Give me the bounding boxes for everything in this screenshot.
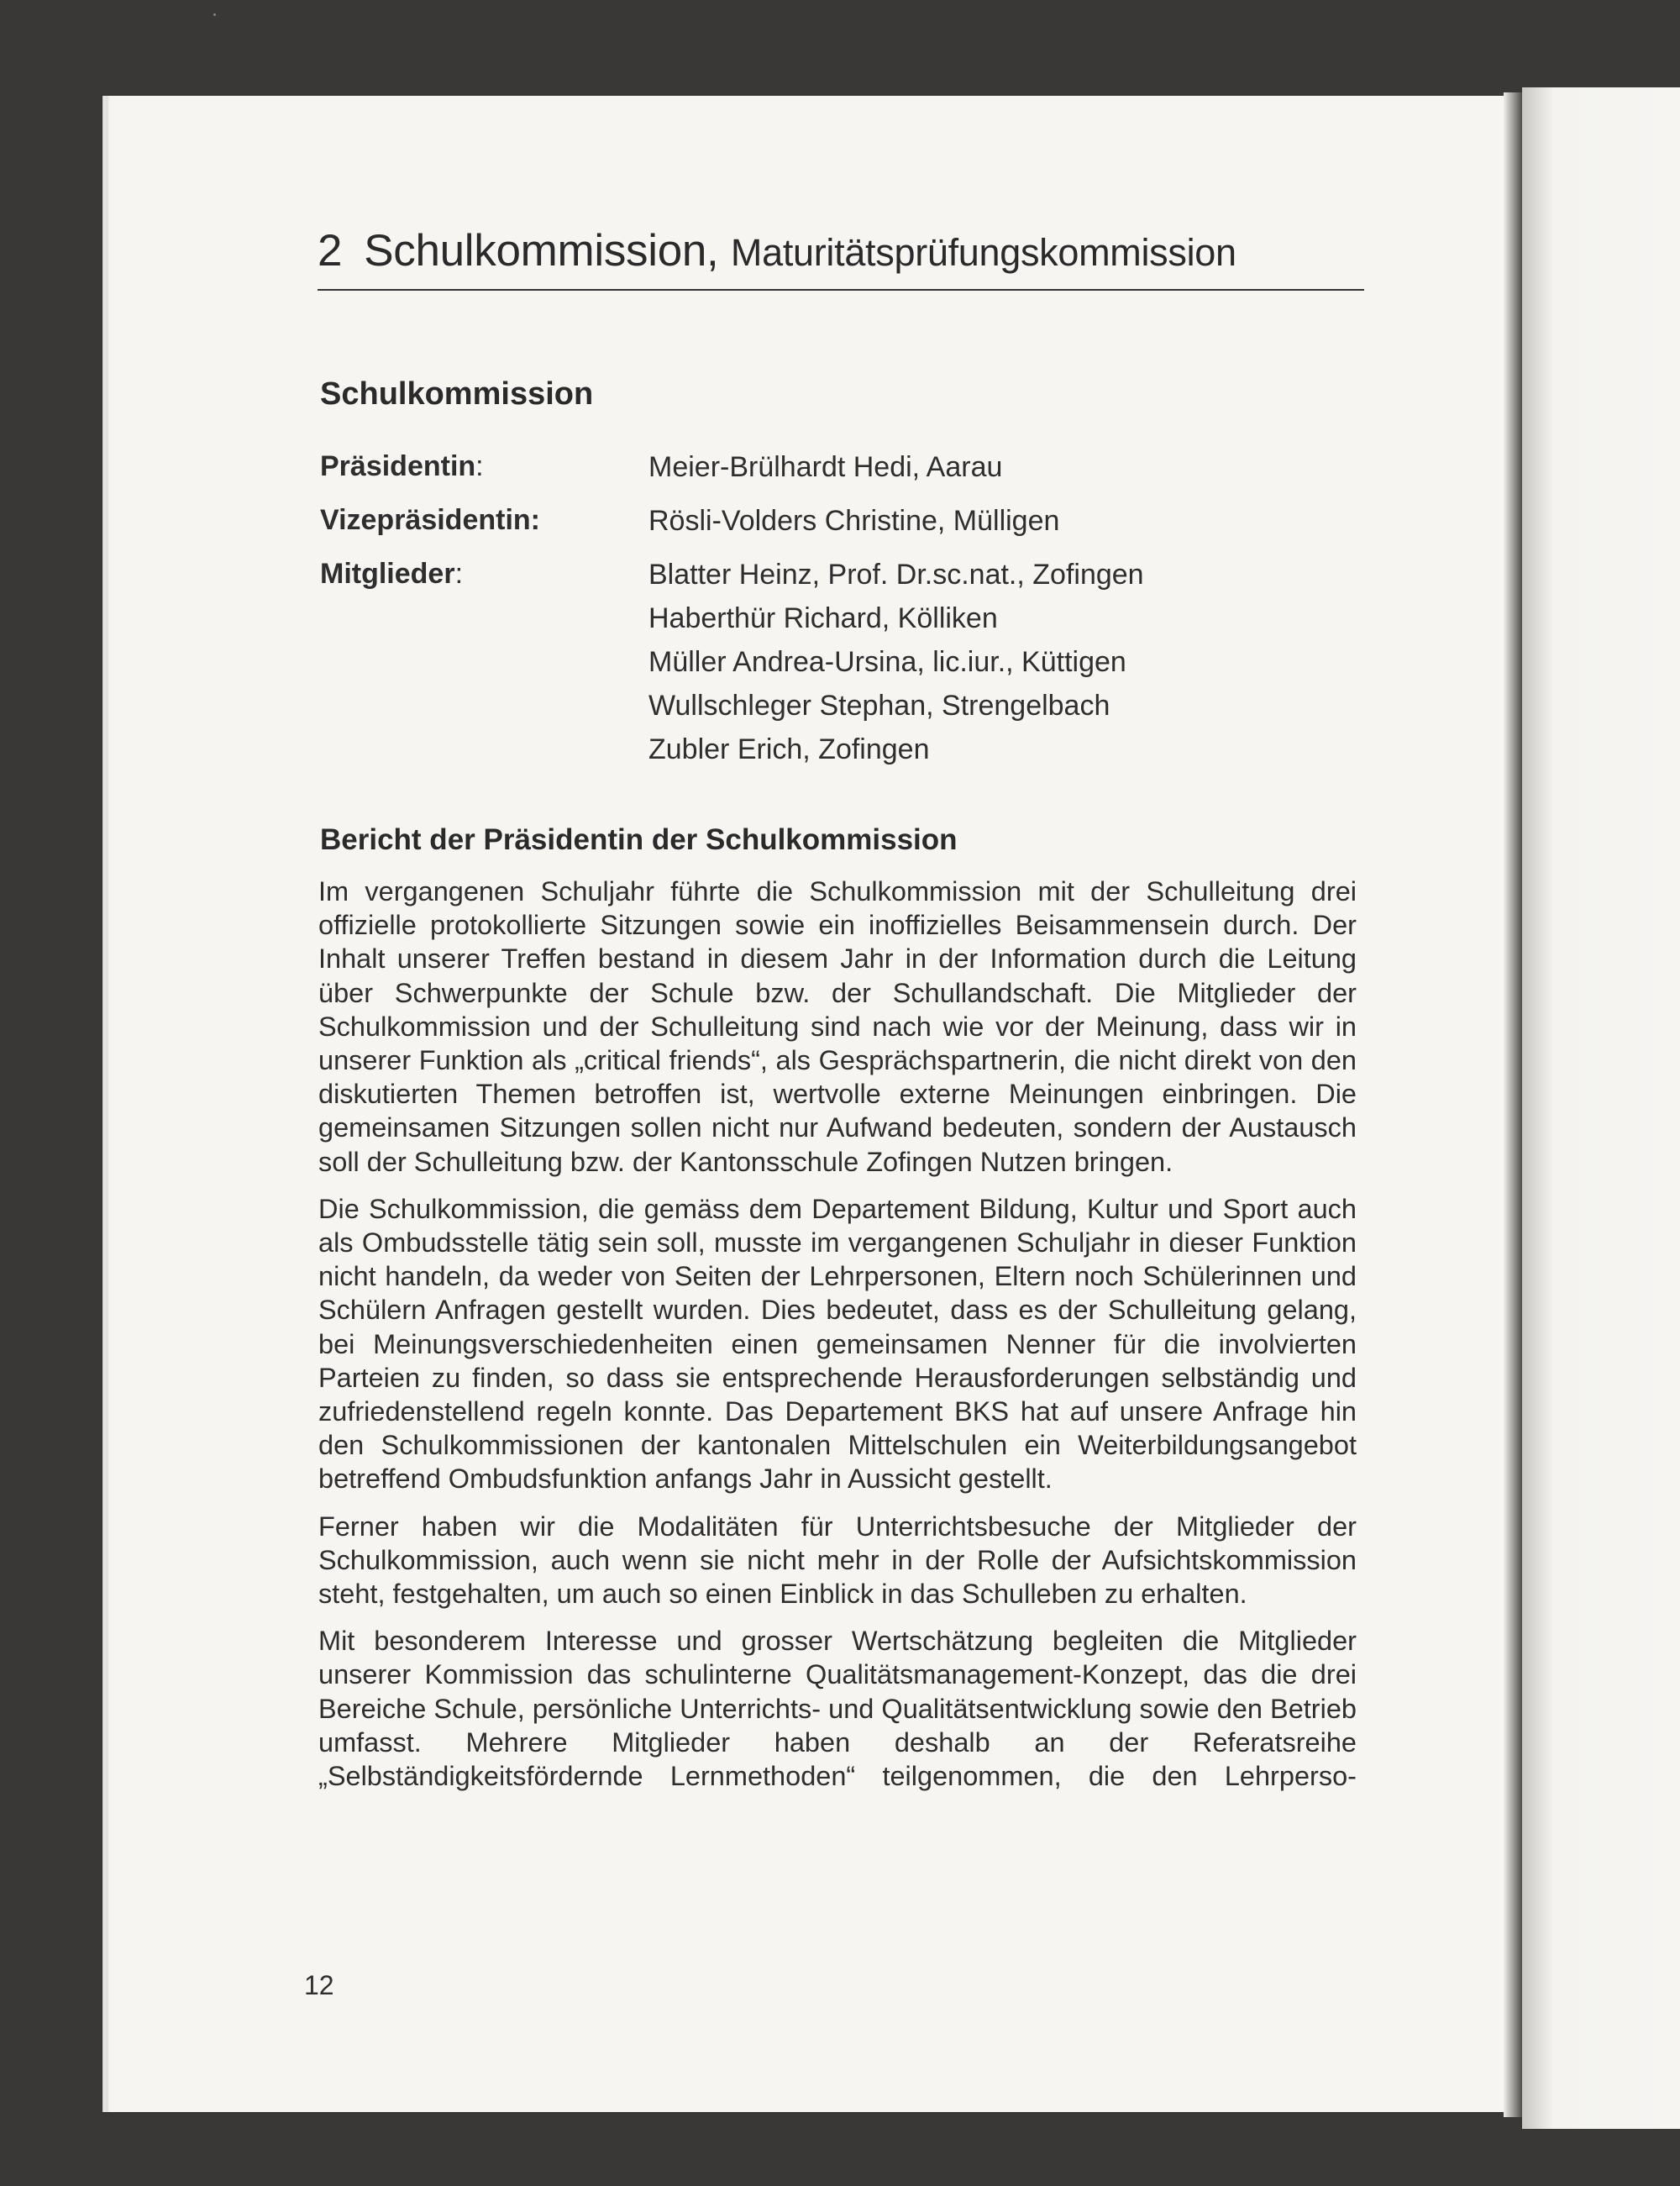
scan-dust	[213, 13, 216, 16]
roster-row-vice-president	[320, 499, 1362, 543]
report-paragraph: Ferner haben wir die Modalitäten für Unterrichtsbesuche der Mitglieder der Schulkommission, auch wenn sie nicht mehr in der Rolle der Aufsichtskommission steht, festgehalten, um auch so einen Einblick in das Schulleben zu erhalten.	[318, 1511, 1357, 1610]
roster-label-president	[320, 445, 648, 487]
roster-name: Zubler Erich, Zofingen	[648, 733, 930, 765]
chapter-title	[318, 225, 1393, 276]
report-heading: Bericht der Präsidentin der Schulkommission	[320, 823, 958, 856]
roster-name: Müller Andrea-Ursina, lic.iur., Küttigen	[648, 646, 1126, 678]
roster-label-members	[320, 553, 648, 595]
chapter-number: 2	[318, 226, 343, 276]
chapter-title-main: Schulkommission,	[364, 226, 719, 276]
roster-values-president	[648, 445, 1002, 489]
report-paragraph: Im vergangenen Schuljahr führte die Schulkommission mit der Schulleitung drei offizielle protokollierte Sitzungen sowie ein inoffizielles Beisammensein durch. Der Inhalt unserer Treffen bestand in diesem Jahr in der Information durch die Leitung über Schwerpunkte der Schule bzw. der Schullandschaft. Die Mitglieder der Schulkommission und der Schulleitung sind nach wie vor der Meinung, dass wir in unserer Funktion als „critical friends“, als Gesprächspartnerin, die nicht direkt von den diskutierten Themen betroffen ist, wertvolle externe Meinungen einbringen. Die gemeinsamen Sitzungen sollen nicht nur Aufwand bedeuten, sondern der Austausch soll der Schulleitung bzw. der Kantonsschule Zofingen Nutzen bringen.	[318, 876, 1357, 1177]
members-label-text: Mitglieder	[320, 558, 455, 590]
roster-row-members	[320, 553, 1362, 771]
roster-label-vice-president: Vizepräsidentin:	[320, 504, 540, 536]
roster-values-members	[648, 553, 1144, 771]
roster-name: Haberthür Richard, Kölliken	[648, 602, 998, 634]
report-paragraph: Die Schulkommission, die gemäss dem Departement Bildung, Kultur und Sport auch als Ombudsstelle tätig sein soll, musste im vergangenen Schuljahr in dieser Funktion nicht handeln, da weder von Seiten der Lehrpersonen, Eltern noch Schülerinnen und Schülern Anfragen gestellt wurden. Dies bedeutet, dass es der Schulleitung gelang, bei Meinungsverschiedenheiten einen gemeinsamen Nenner für die involvierten Parteien zu finden, so dass sie entsprechende Herausforderungen selbständig und zufriedenstellend regeln konnte. Das Departement BKS hat auf unsere Anfrage hin den Schulkommissionen der kantonalen Mittelschulen ein Weiterbildungsangebot betreffend Ombudsfunktion anfangs Jahr in Aussicht gestellt.	[318, 1193, 1357, 1495]
commission-roster	[320, 445, 1362, 781]
president-label-text: Präsidentin	[320, 450, 476, 482]
president-label-colon: :	[475, 450, 484, 482]
roster-row-president	[320, 445, 1362, 489]
chapter-title-sub: Maturitätsprüfungskommission	[730, 231, 1236, 274]
roster-name: Wullschleger Stephan, Strengelbach	[648, 690, 1110, 722]
page-number: 12	[304, 1970, 334, 2000]
roster-name: Rösli-Volders Christine, Mülligen	[648, 505, 1060, 537]
book-spine	[1504, 92, 1522, 2117]
page-edges	[102, 96, 111, 2112]
title-underline	[318, 289, 1364, 291]
members-label-colon: :	[454, 558, 464, 590]
roster-values-vice-president	[648, 499, 1059, 543]
roster-name: Meier-Brülhardt Hedi, Aarau	[648, 451, 1003, 483]
roster-name: Blatter Heinz, Prof. Dr.sc.nat., Zofingen	[648, 559, 1144, 591]
section-heading: Schulkommission	[320, 376, 594, 412]
report-body	[318, 875, 1357, 1806]
report-paragraph: Mit besonderem Interesse und grosser Wertschätzung begleiten die Mitglieder unserer Kommission das schulinterne Qualitätsmanagement-Konzept, das die drei Bereiche Schule, persönliche Unterrichts- und Qualitätsentwicklung sowie den Betrieb umfasst. Mehrere Mitglieder haben deshalb an der Referatsreihe „Selbständigkeitsfördernde Lernmethoden“ teilgenommen, die den Lehrperso-	[318, 1626, 1357, 1792]
facing-page	[1522, 87, 1680, 2129]
